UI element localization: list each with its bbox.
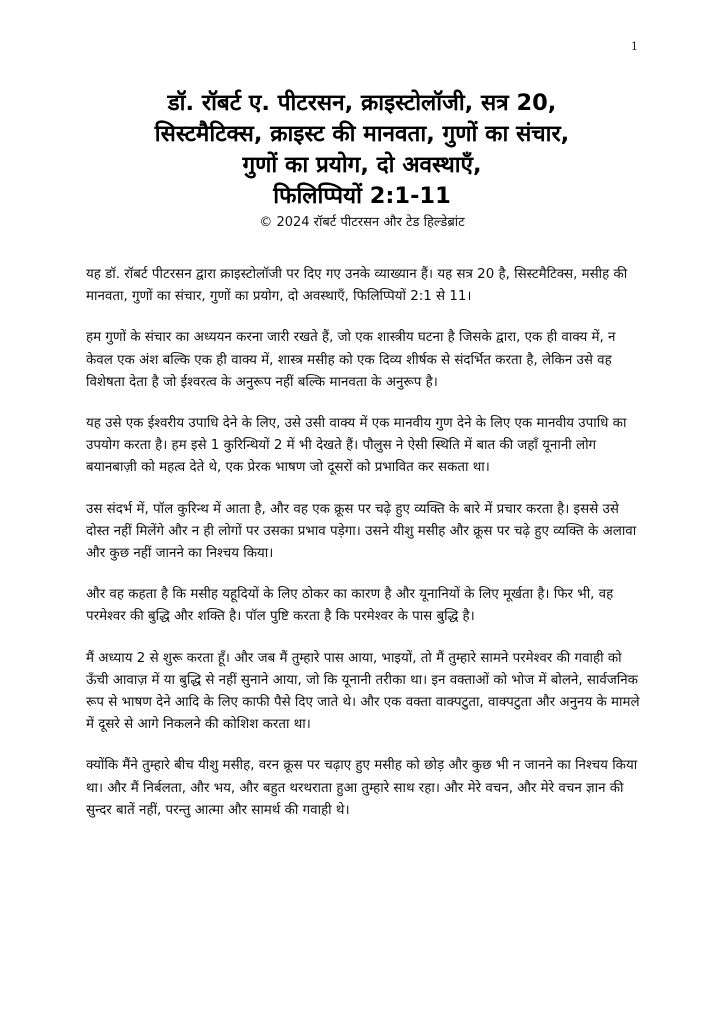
title-line-3: गुणों का प्रयोग, दो अवस्थाएँ, — [242, 152, 482, 178]
paragraph-3: यह उसे एक ईश्वरीय उपाधि देने के लिए, उसे उसी वाक्य में एक मानवीय गुण देने के लिए एक मानवीय उपाधि का उपयोग करता है। हम इसे 1 कुरिन्थियों 2 में भी देखते हैं। पौलुस ने ऐसी स्थिति में बात की जहाँ यूनानी लोग बयानबाज़ी को महत्व देते थे, एक प्रेरक भाषण जो दूसरों को प्रभावित कर सकता था। — [86, 416, 627, 476]
paragraph-2: हम गुणों के संचार का अध्ययन करना जारी रखते हैं, जो एक शास्त्रीय घटना है जिसके द्वारा, एक ही वाक्य में, न केवल एक अंश बल्कि एक ही वाक्य में, शास्त्र मसीह को एक दिव्य शीर्षक से संदर्भित करता है, लेकिन उसे वह विशेषता देता है जो ईश्वरत्व के अनुरूप नहीं बल्कि मानवता के अनुरूप है। — [86, 330, 616, 390]
copyright-line: © 2024 रॉबर्ट पीटरसन और टेड हिल्डेब्रांट — [259, 215, 465, 230]
page-number: 1 — [631, 40, 638, 53]
paragraph-4: उस संदर्भ में, पॉल कुरिन्थ में आता है, और वह एक क्रूस पर चढ़े हुए व्यक्ति के बारे में प्रचार करता है। इससे उसे दोस्त नहीं मिलेंगे और न ही लोगों पर उसका प्रभाव पड़ेगा। उसने यीशु मसीह और क्रूस पर चढ़े हुए व्यक्ति के अलावा और कुछ नहीं जानने का निश्चय किया। — [86, 501, 637, 562]
paragraph-1: यह डॉ. रॉबर्ट पीटरसन द्वारा क्राइस्टोलॉजी पर दिए गए उनके व्याख्यान हैं। यह सत्र 20 है, सिस्टमैटिक्स, मसीह की मानवता, गुणों का संचार, गुणों का प्रयोग, दो अवस्थाएँ, फिलिप्पियों 2:1 से 11। — [86, 267, 628, 305]
title-line-4: फिलिप्पियों 2:1-11 — [273, 183, 451, 209]
title-line-2: सिस्टमैटिक्स, क्राइस्ट की मानवता, गुणों का संचार, — [154, 121, 570, 147]
paragraph-7: क्योंकि मैंने तुम्हारे बीच यीशु मसीह, वरन क्रूस पर चढ़ाए हुए मसीह को छोड़ और कुछ भी न जानने का निश्चय किया था। और मैं निर्बलता, और भय, और बहुत थरथराता हुआ तुम्हारे साथ रहा। और मेरे वचन, और मेरे वचन ज्ञान की सुन्दर बातें नहीं, परन्तु आत्मा और सामर्थ की गवाही थे। — [86, 758, 638, 818]
title-line-1: डॉ. रॉबर्ट ए. पीटरसन, क्राइस्टोलॉजी, सत्र 20, — [167, 90, 557, 116]
body-text — [86, 264, 644, 841]
paragraph-5: और वह कहता है कि मसीह यहूदियों के लिए ठोकर का कारण है और यूनानियों के लिए मूर्खता है। फिर भी, वह परमेश्वर की बुद्धि और शक्ति है। पॉल पुष्टि करता है कि परमेश्वर के पास बुद्धि है। — [86, 587, 614, 625]
title-block — [86, 88, 638, 232]
paragraph-6: मैं अध्याय 2 से शुरू करता हूँ। और जब मैं तुम्हारे पास आया, भाइयों, तो मैं तुम्हारे सामने परमेश्वर की गवाही को ऊँची आवाज़ में या बुद्धि से नहीं सुनाने आया, जो कि यूनानी तरीका था। इन वक्ताओं को भोज में बोलने, सार्वजनिक रूप से भाषण देने आदि के लिए काफी पैसे दिए जाते थे। और एक वक्ता वाक्पटुता, वाक्पटुता और अनुनय के मामले में दूसरे से आगे निकलने की कोशिश करता था। — [86, 650, 640, 733]
